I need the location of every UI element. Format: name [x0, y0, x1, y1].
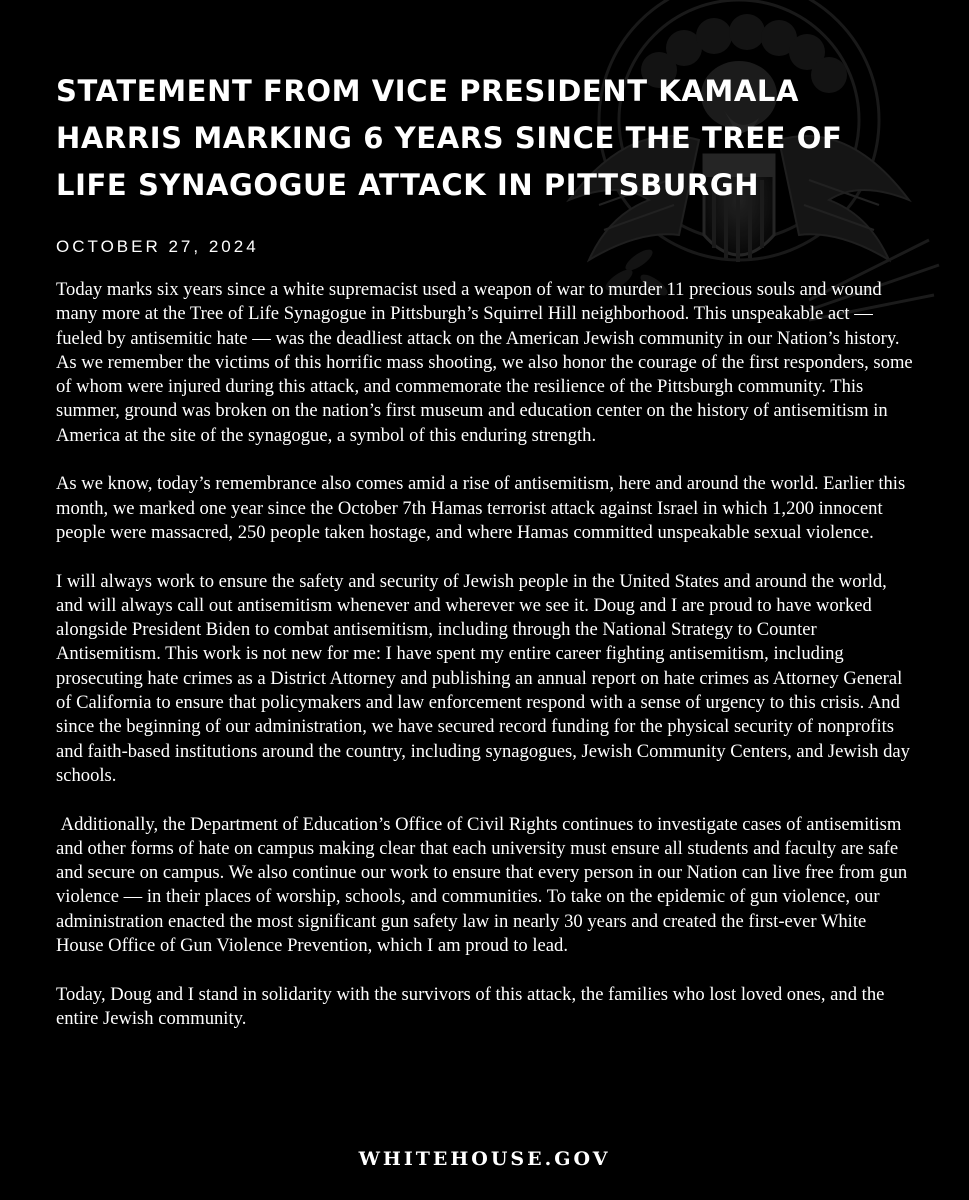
whitehouse-gov-footer: WHITEHOUSE.GOV — [358, 1148, 611, 1170]
paragraph-5: Today, Doug and I stand in solidarity with the survivors of this attack, the families who lost loved ones, and the entire Jewish community. — [56, 983, 885, 1029]
paragraph-1: Today marks six years since a white supremacist used a weapon of war to murder 11 precious souls and wound many more at the Tree of Life Synagogue in Pittsburgh’s Squirrel Hill neighborhood. This unspeakable act — fueled by antisemitic hate — was the deadliest attack on the American Jewish community in our Nation’s history. As we remember the victims of this horrific mass shooting, we also honor the courage of the first responders, some of whom were injured during this attack, and commemorate the resilience of the Pittsburgh community. This summer, ground was broken on the nation’s first museum and education center on the history of antisemitism in America at the site of the synagogue, a symbol of this enduring strength. — [56, 279, 913, 446]
statement-content — [56, 68, 916, 1056]
statement-date: OCTOBER 27, 2024 — [56, 237, 259, 256]
paragraph-4: Additionally, the Department of Education’s Office of Civil Rights continues to investigate cases of antisemitism and other forms of hate on campus making clear that each university must ensure all students and faculty are safe and secure on campus. We also continue our work to ensure that every person in our Nation can live free from gun violence — in their places of worship, schools, and communities. To take on the epidemic of gun violence, our administration enacted the most significant gun safety law in nearly 30 years and created the first-ever White House Office of Gun Violence Prevention, which I am proud to lead. — [56, 813, 912, 957]
statement-body — [56, 278, 916, 1031]
paragraph-3: I will always work to ensure the safety and security of Jewish people in the United States and around the world, and will always call out antisemitism whenever and wherever we see it. Doug and I are proud to have worked alongside President Biden to combat antisemitism, including through the National Strategy to Counter Antisemitism. This work is not new for me: I have spent my entire career fighting antisemitism, including prosecuting hate crimes as a District Attorney and publishing an annual report on hate crimes as Attorney General of California to ensure that policymakers and law enforcement respond with a sense of urgency to this crisis. And since the beginning of our administration, we have secured record funding for the physical security of nonprofits and faith-based institutions around the country, including synagogues, Jewish Community Centers, and Jewish day schools. — [56, 570, 910, 786]
paragraph-2: As we know, today’s remembrance also comes amid a rise of antisemitism, here and around the world. Earlier this month, we marked one year since the October 7th Hamas terrorist attack against Israel in which 1,200 innocent people were massacred, 250 people taken hostage, and where Hamas committed unspeakable sexual violence. — [56, 473, 906, 543]
statement-title: STATEMENT FROM VICE PRESIDENT KAMALA HARRIS MARKING 6 YEARS SINCE THE TREE OF LIFE SYNAGOGUE ATTACK IN PITTSBURGH — [56, 74, 843, 202]
